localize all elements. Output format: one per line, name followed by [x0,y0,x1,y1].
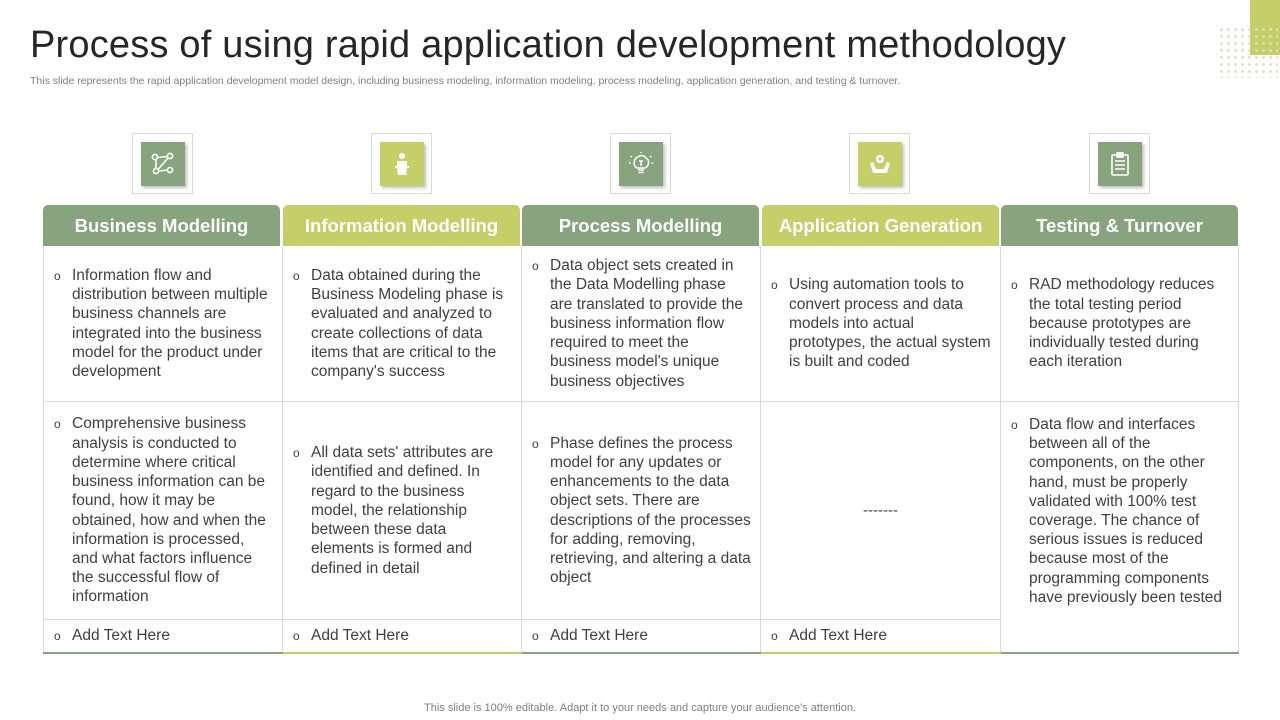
header-label: Process Modelling [558,214,723,236]
bottom-rule [1001,652,1239,654]
bullet-item: o Add Text Here [771,626,887,644]
bottom-rule [522,652,761,654]
header-label: Business Modelling [74,214,249,236]
cell-information-modelling-row1 [283,246,522,402]
cell-information-modelling-row3 [283,620,522,653]
bullet-item: o Add Text Here [293,626,409,644]
bottom-rule [761,652,1001,654]
header-label: Application Generation [778,214,983,236]
cell-process-modelling-row3 [522,620,761,653]
header-label: Testing & Turnover [1036,214,1203,236]
bullet-item: o All data sets' attributes are identified and defined. In regard to the business model, the relationship between these data elements is formed and defined in detail [293,444,494,577]
header-application-generation [762,205,999,246]
icon-frame-information-modelling [371,133,432,194]
cell-business-modelling-row1 [43,246,283,402]
cell-application-generation-row3 [761,620,1001,653]
cell-business-modelling-row2 [43,402,283,620]
cell-information-modelling-row2 [283,402,522,620]
network-icon [141,142,185,186]
brain-bulb-icon [619,142,663,186]
icon-frame-process-modelling [610,133,671,194]
bullet-item: o Phase defines the process model for any updates or enhancements to the data object sets. There are descriptions of the processes for adding, removing, retrieving, and altering a data object [532,434,751,587]
placeholder-dashes: ------- [863,502,898,519]
icon-frame-application-generation [849,133,910,194]
header-information-modelling [283,205,520,246]
header-business-modelling [43,205,280,246]
hand-gear-icon [858,142,902,186]
bullet-item: o Data obtained during the Business Modeling phase is evaluated and analyzed to create collections of data items that are critical to the company's success [293,266,504,380]
bullet-item: o Add Text Here [532,626,648,644]
slide-footer: This slide is 100% editable. Adapt it to your needs and capture your audience's attention. [424,702,856,714]
header-testing-turnover [1001,205,1238,246]
cell-process-modelling-row1 [522,246,761,402]
presenter-icon [380,142,424,186]
bullet-item: o Data flow and interfaces between all of the components, on the other hand, must be properly validated with 100% test coverage. The chance of serious issues is reduced because most of the programming components have previously been tested [1011,416,1223,606]
bullet-item: o Comprehensive business analysis is conducted to determine where critical business information can be found, how it may be obtained, how and when the information is processed, and what factors influence the successful flow of information [54,415,266,606]
icon-frame-testing-turnover [1089,133,1150,194]
cell-testing-turnover-row2 [1001,402,1239,653]
clipboard-icon [1098,142,1142,186]
header-label: Information Modelling [304,214,499,236]
bullet-item: o Using automation tools to convert process and data models into actual prototypes, the actual system is built and coded [771,276,991,371]
bottom-rule [43,652,283,654]
header-process-modelling [522,205,759,246]
bullet-item: o Add Text Here [54,626,170,644]
cell-testing-turnover-row1 [1001,246,1239,402]
bullet-item: o RAD methodology reduces the total testing period because prototypes are individually tested during each iteration [1011,276,1215,371]
slide-subtitle: This slide represents the rapid application development model design, including business modeling, information modeling, process modeling, application generation, and testing & turnover. [30,75,901,87]
bottom-rule [283,652,522,654]
corner-dot-pattern [1218,26,1278,78]
bullet-item: o Data object sets created in the Data Modelling phase are translated to provide the business information flow required to meet the business model's unique business objectives [532,257,744,390]
cell-process-modelling-row2 [522,402,761,620]
cell-business-modelling-row3 [43,620,283,653]
bullet-item: o Information flow and distribution between multiple business channels are integrated into the business model for the product under development [54,266,268,380]
cell-application-generation-row2 [761,402,1001,620]
cell-application-generation-row1 [761,246,1001,402]
slide-title: Process of using rapid application development methodology [30,24,1067,66]
icon-frame-business-modelling [132,133,193,194]
